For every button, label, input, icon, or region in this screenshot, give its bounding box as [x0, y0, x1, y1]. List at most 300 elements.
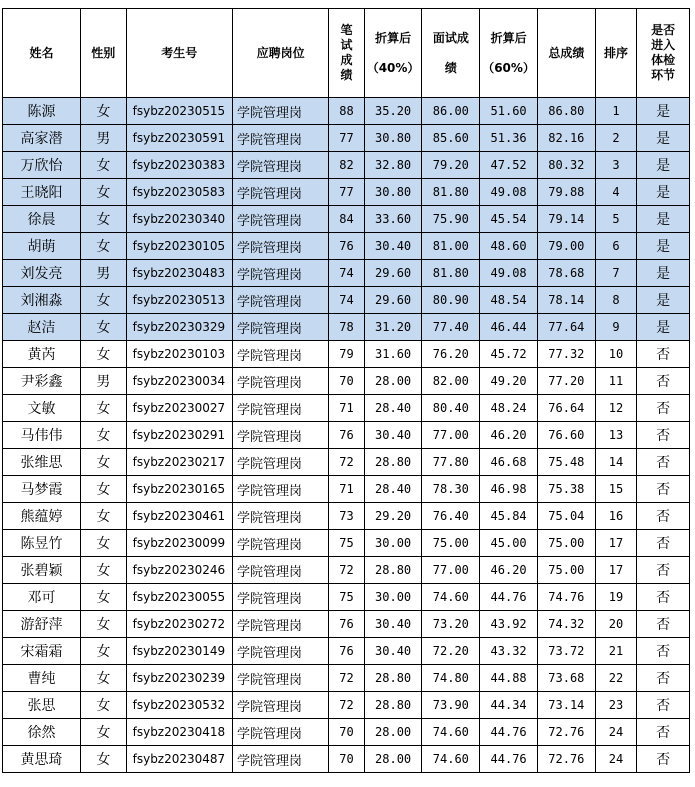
cell-written-converted: 30.40 — [364, 422, 422, 449]
cell-rank: 13 — [595, 422, 637, 449]
results-table — [2, 8, 690, 773]
cell-interview-score: 86.00 — [422, 98, 480, 125]
cell-written-score: 88 — [329, 98, 364, 125]
cell-written-score: 72 — [329, 557, 364, 584]
cell-total-score: 77.64 — [537, 314, 595, 341]
cell-interview-score: 82.00 — [422, 368, 480, 395]
cell-interview-score: 74.60 — [422, 746, 480, 773]
cell-written-score: 78 — [329, 314, 364, 341]
cell-interview-score: 73.20 — [422, 611, 480, 638]
cell-interview-converted: 49.20 — [480, 368, 538, 395]
cell-interview-converted: 45.00 — [480, 530, 538, 557]
cell-rank: 10 — [595, 341, 637, 368]
cell-written-converted: 29.60 — [364, 260, 422, 287]
cell-position: 学院管理岗 — [233, 98, 329, 125]
table-row — [3, 368, 690, 395]
cell-written-converted: 30.80 — [364, 125, 422, 152]
table-row — [3, 314, 690, 341]
table-row — [3, 557, 690, 584]
cell-interview-converted: 46.44 — [480, 314, 538, 341]
cell-name: 王晓阳 — [3, 179, 81, 206]
cell-physical-exam: 否 — [637, 530, 690, 557]
cell-written-converted: 30.40 — [364, 638, 422, 665]
cell-rank: 6 — [595, 233, 637, 260]
cell-interview-score: 81.80 — [422, 179, 480, 206]
cell-total-score: 76.64 — [537, 395, 595, 422]
header-physical-line: 环节 — [651, 68, 676, 82]
cell-physical-exam: 否 — [637, 746, 690, 773]
cell-total-score: 82.16 — [537, 125, 595, 152]
cell-total-score: 75.38 — [537, 476, 595, 503]
table-row — [3, 125, 690, 152]
cell-written-score: 72 — [329, 692, 364, 719]
cell-name: 万欣怡 — [3, 152, 81, 179]
cell-total-score: 72.76 — [537, 719, 595, 746]
cell-gender: 女 — [81, 395, 127, 422]
cell-interview-score: 75.00 — [422, 530, 480, 557]
cell-name: 马梦霞 — [3, 476, 81, 503]
cell-name: 赵洁 — [3, 314, 81, 341]
cell-interview-score: 73.90 — [422, 692, 480, 719]
cell-total-score: 74.76 — [537, 584, 595, 611]
cell-written-score: 71 — [329, 476, 364, 503]
cell-gender: 女 — [81, 152, 127, 179]
cell-position: 学院管理岗 — [233, 260, 329, 287]
cell-position: 学院管理岗 — [233, 395, 329, 422]
table-row — [3, 638, 690, 665]
cell-interview-converted: 46.68 — [480, 449, 538, 476]
cell-written-converted: 28.40 — [364, 476, 422, 503]
table-row — [3, 287, 690, 314]
cell-rank: 24 — [595, 746, 637, 773]
cell-name: 黄芮 — [3, 341, 81, 368]
cell-name: 陈昱竹 — [3, 530, 81, 557]
cell-exam-id: fsybz20230583 — [126, 179, 232, 206]
cell-total-score: 73.68 — [537, 665, 595, 692]
cell-interview-converted: 46.20 — [480, 557, 538, 584]
cell-rank: 9 — [595, 314, 637, 341]
cell-interview-score: 74.60 — [422, 584, 480, 611]
cell-position: 学院管理岗 — [233, 557, 329, 584]
cell-position: 学院管理岗 — [233, 638, 329, 665]
cell-name: 高家潜 — [3, 125, 81, 152]
cell-physical-exam: 否 — [637, 368, 690, 395]
cell-gender: 女 — [81, 557, 127, 584]
cell-rank: 14 — [595, 449, 637, 476]
cell-exam-id: fsybz20230340 — [126, 206, 232, 233]
header-written-converted-line: 折算后 — [375, 30, 412, 45]
cell-rank: 17 — [595, 557, 637, 584]
table-row — [3, 152, 690, 179]
cell-gender: 男 — [81, 368, 127, 395]
cell-name: 熊蕴婷 — [3, 503, 81, 530]
cell-total-score: 75.00 — [537, 557, 595, 584]
cell-written-converted: 28.00 — [364, 746, 422, 773]
cell-exam-id: fsybz20230105 — [126, 233, 232, 260]
cell-written-converted: 30.00 — [364, 584, 422, 611]
cell-exam-id: fsybz20230329 — [126, 314, 232, 341]
cell-interview-converted: 49.08 — [480, 260, 538, 287]
cell-position: 学院管理岗 — [233, 125, 329, 152]
table-row — [3, 260, 690, 287]
cell-exam-id: fsybz20230461 — [126, 503, 232, 530]
cell-total-score: 74.32 — [537, 611, 595, 638]
header-total: 总成绩 — [537, 9, 595, 98]
header-interview-converted-line: （60%） — [482, 60, 535, 75]
cell-name: 文敏 — [3, 395, 81, 422]
cell-position: 学院管理岗 — [233, 206, 329, 233]
cell-written-converted: 28.80 — [364, 449, 422, 476]
cell-position: 学院管理岗 — [233, 719, 329, 746]
cell-interview-converted: 44.76 — [480, 746, 538, 773]
header-interview — [422, 9, 480, 98]
cell-total-score: 73.14 — [537, 692, 595, 719]
cell-interview-converted: 45.54 — [480, 206, 538, 233]
cell-position: 学院管理岗 — [233, 287, 329, 314]
cell-rank: 7 — [595, 260, 637, 287]
cell-gender: 女 — [81, 746, 127, 773]
cell-gender: 女 — [81, 233, 127, 260]
header-interview-converted-line: 折算后 — [490, 30, 527, 45]
cell-written-score: 72 — [329, 449, 364, 476]
cell-physical-exam: 否 — [637, 557, 690, 584]
cell-interview-converted: 48.54 — [480, 287, 538, 314]
cell-gender: 男 — [81, 260, 127, 287]
cell-written-score: 82 — [329, 152, 364, 179]
cell-gender: 女 — [81, 530, 127, 557]
cell-total-score: 77.20 — [537, 368, 595, 395]
cell-written-converted: 30.00 — [364, 530, 422, 557]
cell-position: 学院管理岗 — [233, 179, 329, 206]
header-interview-converted — [480, 9, 538, 98]
cell-physical-exam: 是 — [637, 152, 690, 179]
cell-exam-id: fsybz20230591 — [126, 125, 232, 152]
cell-name: 张碧颖 — [3, 557, 81, 584]
cell-rank: 23 — [595, 692, 637, 719]
cell-physical-exam: 是 — [637, 233, 690, 260]
cell-gender: 女 — [81, 206, 127, 233]
cell-rank: 8 — [595, 287, 637, 314]
cell-written-score: 70 — [329, 746, 364, 773]
cell-position: 学院管理岗 — [233, 233, 329, 260]
cell-interview-converted: 43.32 — [480, 638, 538, 665]
cell-total-score: 80.32 — [537, 152, 595, 179]
cell-name: 邓可 — [3, 584, 81, 611]
cell-gender: 女 — [81, 665, 127, 692]
cell-exam-id: fsybz20230291 — [126, 422, 232, 449]
cell-exam-id: fsybz20230515 — [126, 98, 232, 125]
table-row — [3, 503, 690, 530]
cell-name: 尹彩鑫 — [3, 368, 81, 395]
cell-interview-score: 85.60 — [422, 125, 480, 152]
cell-physical-exam: 是 — [637, 206, 690, 233]
cell-rank: 15 — [595, 476, 637, 503]
cell-exam-id: fsybz20230418 — [126, 719, 232, 746]
cell-physical-exam: 否 — [637, 341, 690, 368]
cell-gender: 女 — [81, 476, 127, 503]
cell-gender: 女 — [81, 98, 127, 125]
cell-exam-id: fsybz20230217 — [126, 449, 232, 476]
cell-gender: 女 — [81, 179, 127, 206]
cell-written-converted: 31.20 — [364, 314, 422, 341]
cell-position: 学院管理岗 — [233, 368, 329, 395]
cell-gender: 女 — [81, 638, 127, 665]
cell-physical-exam: 否 — [637, 503, 690, 530]
cell-name: 游舒萍 — [3, 611, 81, 638]
table-row — [3, 341, 690, 368]
cell-position: 学院管理岗 — [233, 692, 329, 719]
cell-gender: 女 — [81, 422, 127, 449]
cell-written-score: 76 — [329, 233, 364, 260]
cell-written-converted: 28.80 — [364, 665, 422, 692]
table-row — [3, 179, 690, 206]
cell-physical-exam: 是 — [637, 314, 690, 341]
cell-position: 学院管理岗 — [233, 449, 329, 476]
cell-written-score: 77 — [329, 179, 364, 206]
cell-total-score: 79.88 — [537, 179, 595, 206]
table-row — [3, 692, 690, 719]
cell-written-converted: 33.60 — [364, 206, 422, 233]
cell-interview-score: 74.80 — [422, 665, 480, 692]
cell-rank: 1 — [595, 98, 637, 125]
cell-physical-exam: 否 — [637, 476, 690, 503]
cell-position: 学院管理岗 — [233, 422, 329, 449]
cell-total-score: 78.68 — [537, 260, 595, 287]
header-name: 姓名 — [3, 9, 81, 98]
header-written-converted — [364, 9, 422, 98]
cell-exam-id: fsybz20230027 — [126, 395, 232, 422]
cell-interview-converted: 43.92 — [480, 611, 538, 638]
cell-interview-converted: 45.72 — [480, 341, 538, 368]
cell-total-score: 79.00 — [537, 233, 595, 260]
cell-interview-converted: 47.52 — [480, 152, 538, 179]
cell-name: 马伟伟 — [3, 422, 81, 449]
cell-exam-id: fsybz20230513 — [126, 287, 232, 314]
cell-name: 曹纯 — [3, 665, 81, 692]
cell-written-score: 70 — [329, 719, 364, 746]
cell-exam-id: fsybz20230246 — [126, 557, 232, 584]
header-rank: 排序 — [595, 9, 637, 98]
cell-name: 陈源 — [3, 98, 81, 125]
cell-rank: 12 — [595, 395, 637, 422]
cell-written-converted: 28.80 — [364, 692, 422, 719]
cell-total-score: 86.80 — [537, 98, 595, 125]
cell-interview-score: 81.80 — [422, 260, 480, 287]
table-row — [3, 584, 690, 611]
header-physical-exam — [637, 9, 690, 98]
cell-rank: 5 — [595, 206, 637, 233]
cell-name: 刘发亮 — [3, 260, 81, 287]
cell-interview-converted: 51.60 — [480, 98, 538, 125]
cell-interview-converted: 44.34 — [480, 692, 538, 719]
cell-total-score: 76.60 — [537, 422, 595, 449]
cell-physical-exam: 是 — [637, 98, 690, 125]
header-written-line: 笔 — [340, 23, 353, 37]
table-row — [3, 449, 690, 476]
cell-position: 学院管理岗 — [233, 611, 329, 638]
cell-written-score: 74 — [329, 260, 364, 287]
results-body — [3, 98, 690, 773]
cell-interview-score: 75.90 — [422, 206, 480, 233]
cell-total-score: 79.14 — [537, 206, 595, 233]
cell-written-score: 75 — [329, 530, 364, 557]
cell-physical-exam: 是 — [637, 179, 690, 206]
cell-rank: 16 — [595, 503, 637, 530]
table-row — [3, 206, 690, 233]
cell-physical-exam: 是 — [637, 260, 690, 287]
cell-interview-score: 77.40 — [422, 314, 480, 341]
cell-interview-score: 77.00 — [422, 422, 480, 449]
cell-gender: 女 — [81, 449, 127, 476]
cell-written-converted: 35.20 — [364, 98, 422, 125]
header-gender: 性别 — [81, 9, 127, 98]
cell-physical-exam: 否 — [637, 584, 690, 611]
cell-physical-exam: 否 — [637, 422, 690, 449]
cell-written-score: 76 — [329, 422, 364, 449]
table-row — [3, 746, 690, 773]
cell-exam-id: fsybz20230483 — [126, 260, 232, 287]
cell-interview-converted: 44.88 — [480, 665, 538, 692]
cell-physical-exam: 否 — [637, 719, 690, 746]
cell-gender: 女 — [81, 503, 127, 530]
cell-gender: 女 — [81, 584, 127, 611]
header-exam-id: 考生号 — [126, 9, 232, 98]
cell-written-converted: 28.40 — [364, 395, 422, 422]
cell-interview-score: 81.00 — [422, 233, 480, 260]
cell-written-score: 76 — [329, 638, 364, 665]
cell-position: 学院管理岗 — [233, 503, 329, 530]
header-written-line: 绩 — [340, 68, 353, 82]
cell-written-score: 79 — [329, 341, 364, 368]
cell-interview-converted: 48.60 — [480, 233, 538, 260]
cell-rank: 22 — [595, 665, 637, 692]
cell-written-score: 77 — [329, 125, 364, 152]
cell-total-score: 75.04 — [537, 503, 595, 530]
cell-interview-converted: 44.76 — [480, 584, 538, 611]
cell-rank: 21 — [595, 638, 637, 665]
cell-physical-exam: 是 — [637, 287, 690, 314]
cell-exam-id: fsybz20230165 — [126, 476, 232, 503]
cell-written-converted: 28.80 — [364, 557, 422, 584]
table-row — [3, 476, 690, 503]
cell-exam-id: fsybz20230034 — [126, 368, 232, 395]
cell-exam-id: fsybz20230383 — [126, 152, 232, 179]
table-row — [3, 98, 690, 125]
cell-written-converted: 29.60 — [364, 287, 422, 314]
cell-position: 学院管理岗 — [233, 476, 329, 503]
cell-exam-id: fsybz20230099 — [126, 530, 232, 557]
cell-interview-score: 72.20 — [422, 638, 480, 665]
cell-exam-id: fsybz20230532 — [126, 692, 232, 719]
table-row — [3, 611, 690, 638]
table-row — [3, 422, 690, 449]
cell-written-score: 84 — [329, 206, 364, 233]
cell-interview-converted: 45.84 — [480, 503, 538, 530]
header-physical-line: 是否 — [651, 23, 676, 37]
cell-physical-exam: 否 — [637, 449, 690, 476]
cell-gender: 女 — [81, 314, 127, 341]
header-physical-line: 体检 — [651, 53, 676, 67]
cell-written-score: 71 — [329, 395, 364, 422]
cell-gender: 女 — [81, 611, 127, 638]
cell-written-converted: 30.40 — [364, 611, 422, 638]
cell-total-score: 75.48 — [537, 449, 595, 476]
cell-total-score: 72.76 — [537, 746, 595, 773]
cell-written-converted: 29.20 — [364, 503, 422, 530]
cell-gender: 男 — [81, 125, 127, 152]
cell-written-score: 74 — [329, 287, 364, 314]
header-interview-line: 面试成 — [432, 30, 469, 45]
header-written-line: 成 — [340, 53, 353, 67]
cell-name: 刘湘淼 — [3, 287, 81, 314]
cell-name: 张思 — [3, 692, 81, 719]
cell-written-converted: 30.80 — [364, 179, 422, 206]
cell-written-score: 75 — [329, 584, 364, 611]
cell-gender: 女 — [81, 719, 127, 746]
cell-interview-score: 74.60 — [422, 719, 480, 746]
cell-interview-score: 77.80 — [422, 449, 480, 476]
cell-rank: 24 — [595, 719, 637, 746]
cell-position: 学院管理岗 — [233, 665, 329, 692]
cell-name: 宋霜霜 — [3, 638, 81, 665]
header-position: 应聘岗位 — [233, 9, 329, 98]
cell-gender: 女 — [81, 692, 127, 719]
cell-written-score: 76 — [329, 611, 364, 638]
cell-interview-converted: 44.76 — [480, 719, 538, 746]
cell-gender: 女 — [81, 341, 127, 368]
header-row — [3, 9, 690, 98]
cell-physical-exam: 否 — [637, 611, 690, 638]
cell-interview-converted: 49.08 — [480, 179, 538, 206]
cell-name: 徐晨 — [3, 206, 81, 233]
cell-total-score: 77.32 — [537, 341, 595, 368]
header-written-line: 试 — [340, 38, 353, 52]
cell-interview-score: 76.40 — [422, 503, 480, 530]
cell-physical-exam: 否 — [637, 692, 690, 719]
cell-written-converted: 32.80 — [364, 152, 422, 179]
cell-rank: 20 — [595, 611, 637, 638]
cell-gender: 女 — [81, 287, 127, 314]
table-row — [3, 395, 690, 422]
header-written — [329, 9, 364, 98]
cell-written-converted: 28.00 — [364, 368, 422, 395]
cell-exam-id: fsybz20230149 — [126, 638, 232, 665]
cell-position: 学院管理岗 — [233, 341, 329, 368]
cell-total-score: 75.00 — [537, 530, 595, 557]
cell-physical-exam: 否 — [637, 638, 690, 665]
cell-physical-exam: 是 — [637, 125, 690, 152]
cell-written-converted: 28.00 — [364, 719, 422, 746]
cell-name: 胡萌 — [3, 233, 81, 260]
cell-total-score: 73.72 — [537, 638, 595, 665]
cell-position: 学院管理岗 — [233, 746, 329, 773]
cell-exam-id: fsybz20230239 — [126, 665, 232, 692]
cell-exam-id: fsybz20230487 — [126, 746, 232, 773]
cell-exam-id: fsybz20230103 — [126, 341, 232, 368]
header-written-converted-line: （40%） — [366, 60, 420, 75]
table-row — [3, 719, 690, 746]
cell-rank: 4 — [595, 179, 637, 206]
cell-position: 学院管理岗 — [233, 584, 329, 611]
table-row — [3, 530, 690, 557]
cell-rank: 19 — [595, 584, 637, 611]
header-physical-line: 进入 — [651, 38, 676, 52]
cell-interview-score: 76.20 — [422, 341, 480, 368]
cell-written-converted: 30.40 — [364, 233, 422, 260]
cell-interview-score: 78.30 — [422, 476, 480, 503]
cell-exam-id: fsybz20230272 — [126, 611, 232, 638]
cell-physical-exam: 否 — [637, 395, 690, 422]
